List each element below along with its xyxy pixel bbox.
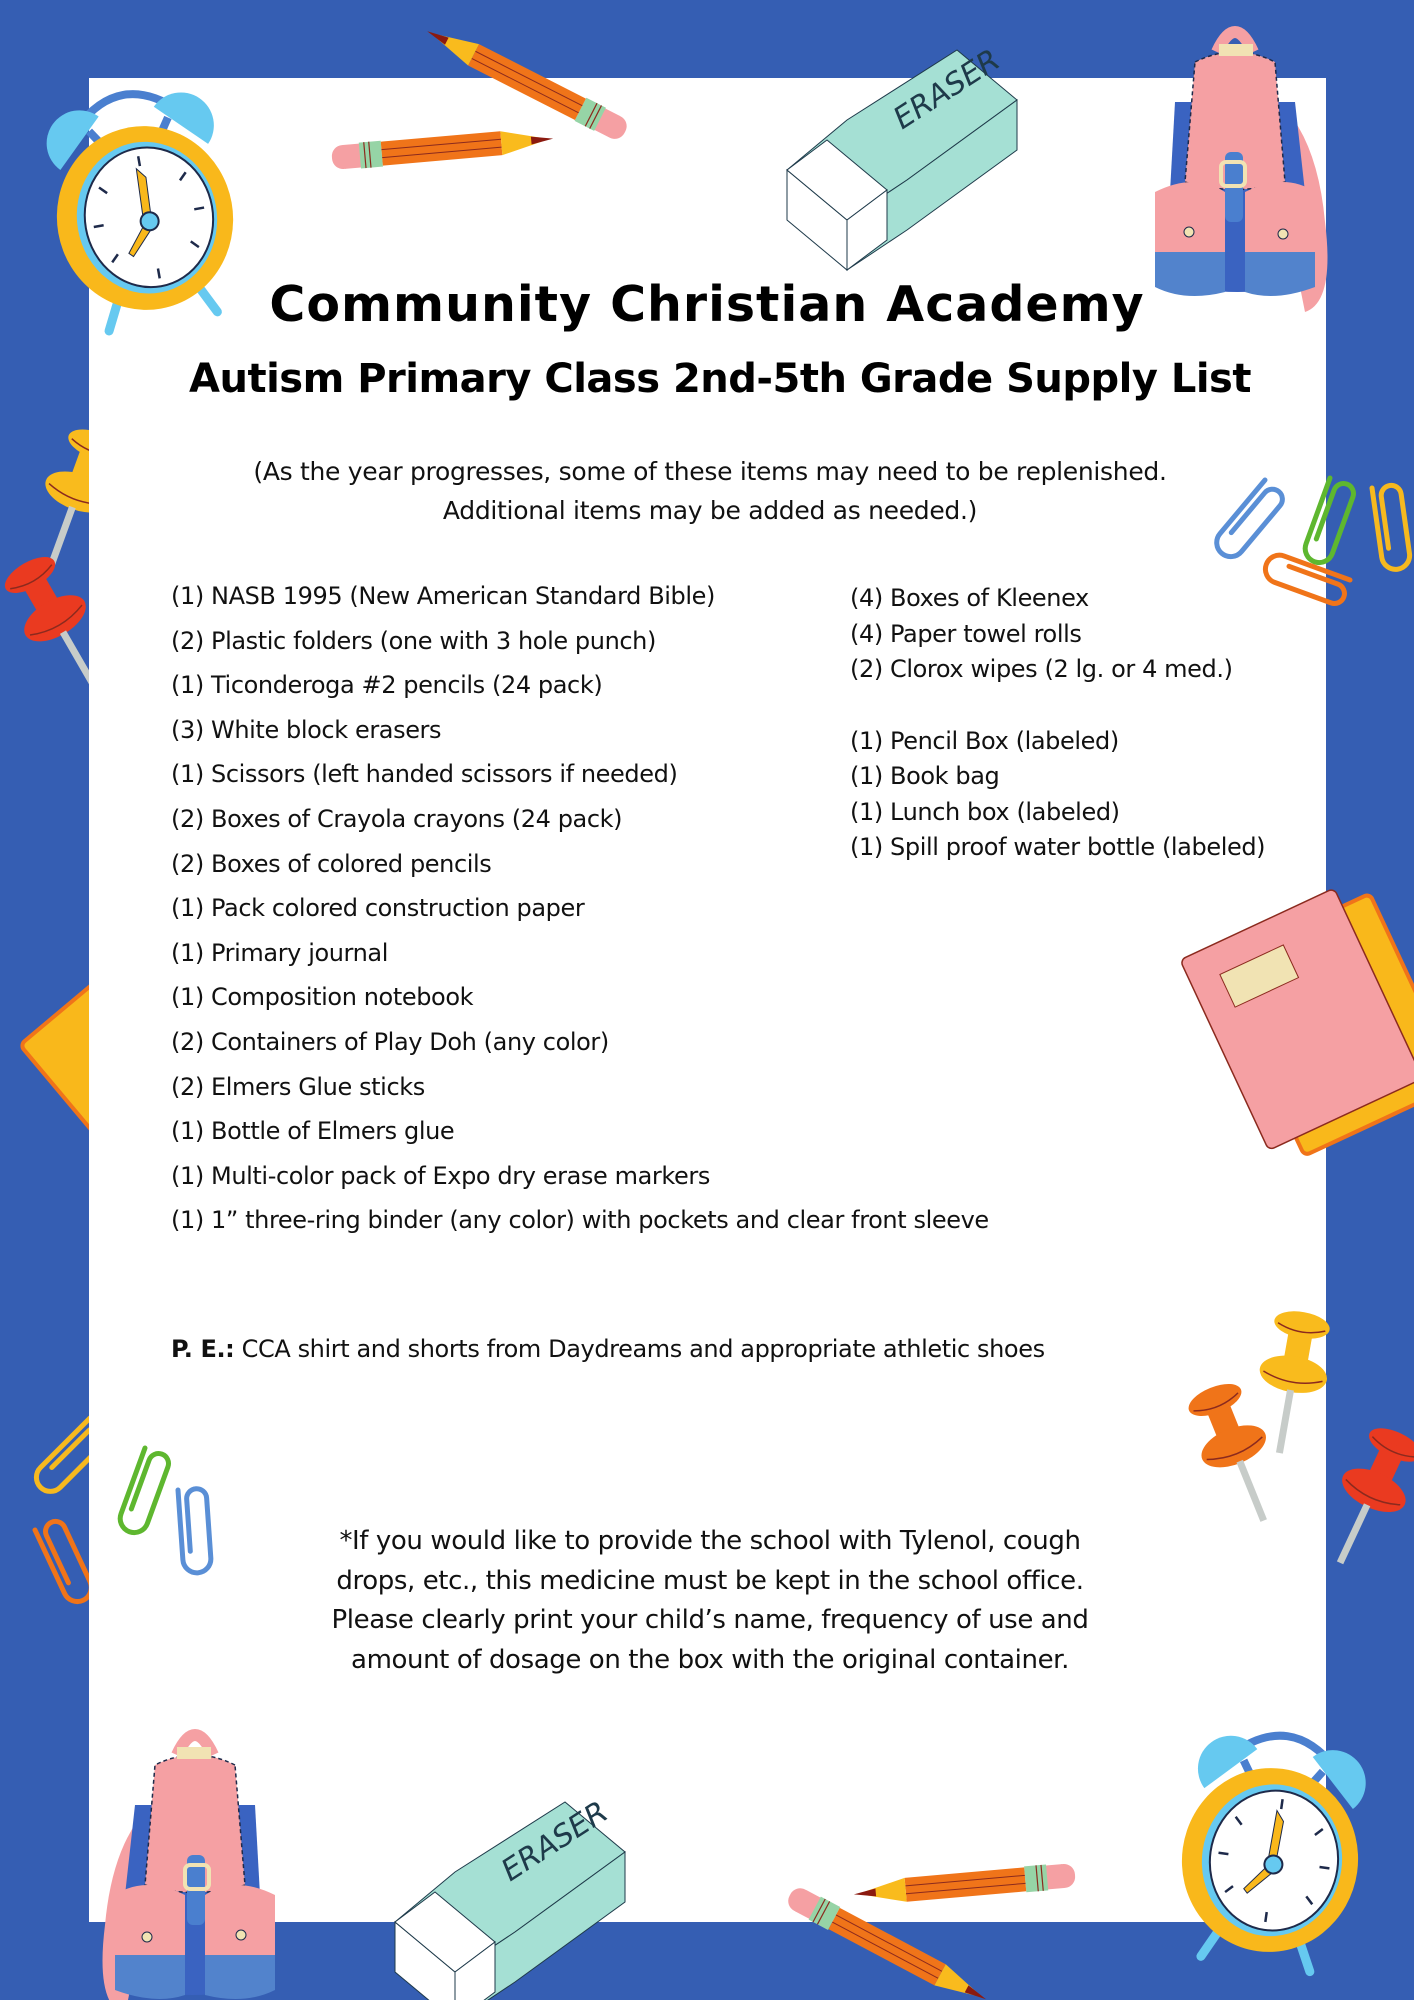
replenish-note-line: (As the year progresses, some of these items may need to be replenished. <box>253 457 1167 486</box>
alarm-clock-icon <box>1168 1724 1374 1976</box>
supply-item: (2) Boxes of colored pencils <box>171 849 492 878</box>
supply-item: (1) Book bag <box>850 762 1000 790</box>
svg-text:ERASER: ERASER <box>495 1794 615 1889</box>
supply-item: (2) Plastic folders (one with 3 hole punch) <box>171 626 656 655</box>
pencil-icon <box>331 126 554 171</box>
backpack-icon <box>103 1735 276 2000</box>
supply-item: (1) Composition notebook <box>171 983 474 1012</box>
supply-list-title: Autism Primary Class 2nd-5th Grade Supply List <box>189 356 1251 402</box>
supply-item: (1) Primary journal <box>171 938 388 967</box>
eraser-icon <box>787 42 1017 270</box>
paperclip-icon <box>35 1518 96 1606</box>
list-spacer <box>850 687 1265 723</box>
supply-item: (2) Containers of Play Doh (any color) <box>171 1027 609 1056</box>
supply-item: (1) Spill proof water bottle (labeled) <box>850 833 1266 861</box>
backpack-icon <box>1155 32 1328 312</box>
supply-item: (1) Ticonderoga #2 pencils (24 pack) <box>171 671 603 700</box>
supply-item: (2) Elmers Glue sticks <box>171 1072 425 1101</box>
medicine-note-line: Please clearly print your child’s name, frequency of use and <box>331 1605 1089 1635</box>
supply-item: (1) Scissors (left handed scissors if needed) <box>171 760 678 789</box>
supply-item: (3) White block erasers <box>171 715 442 744</box>
paperclip-icon <box>31 1418 110 1497</box>
supply-item: (1) Lunch box (labeled) <box>850 797 1120 826</box>
supply-item: (1) Pencil Box (labeled) <box>850 726 1119 755</box>
paperclip-icon <box>1261 551 1350 606</box>
replenish-note <box>0 452 1414 530</box>
supply-list-right <box>850 580 1265 865</box>
supply-item: (4) Paper towel rolls <box>850 619 1082 648</box>
push-pin-icon <box>1179 1375 1296 1533</box>
notebook-icon <box>1180 875 1414 1168</box>
paperclip-icon <box>116 1448 171 1537</box>
pe-label: P. E.: <box>171 1335 235 1363</box>
pencil-icon <box>784 1884 992 2000</box>
pe-text: CCA shirt and shorts from Daydreams and appropriate athletic shoes <box>234 1335 1045 1363</box>
supply-item: (1) Pack colored construction paper <box>171 894 585 923</box>
replenish-note-line: Additional items may be added as needed.) <box>442 496 978 525</box>
pe-requirement <box>171 1335 1045 1363</box>
pencil-icon <box>421 20 631 144</box>
supply-item: (1) NASB 1995 (New American Standard Bible) <box>171 582 715 610</box>
svg-text:ERASER: ERASER <box>887 42 1007 137</box>
medicine-note-line: amount of dosage on the box with the original container. <box>351 1644 1069 1675</box>
eraser-icon <box>395 1794 625 2000</box>
medicine-note-line: drops, etc., this medicine must be kept in the school office. <box>336 1565 1084 1596</box>
school-name-title: Community Christian Academy <box>269 276 1145 333</box>
push-pin-icon <box>1309 1419 1414 1577</box>
pencil-icon <box>853 1862 1076 1907</box>
supply-item: (4) Boxes of Kleenex <box>850 584 1089 612</box>
supply-item: (1) Multi-color pack of Expo dry erase markers <box>171 1161 710 1190</box>
supply-item: (1) 1” three-ring binder (any color) with pockets and clear front sleeve <box>171 1206 989 1235</box>
medicine-note <box>280 1522 1140 1680</box>
push-pin-icon <box>0 547 124 705</box>
paperclip-icon <box>178 1488 212 1574</box>
supply-item: (2) Clorox wipes (2 lg. or 4 med.) <box>850 655 1233 683</box>
medicine-note-line: *If you would like to provide the school with Tylenol, cough <box>339 1526 1081 1556</box>
supply-item: (2) Boxes of Crayola crayons (24 pack) <box>171 804 623 833</box>
supply-item: (1) Bottle of Elmers glue <box>171 1117 455 1146</box>
